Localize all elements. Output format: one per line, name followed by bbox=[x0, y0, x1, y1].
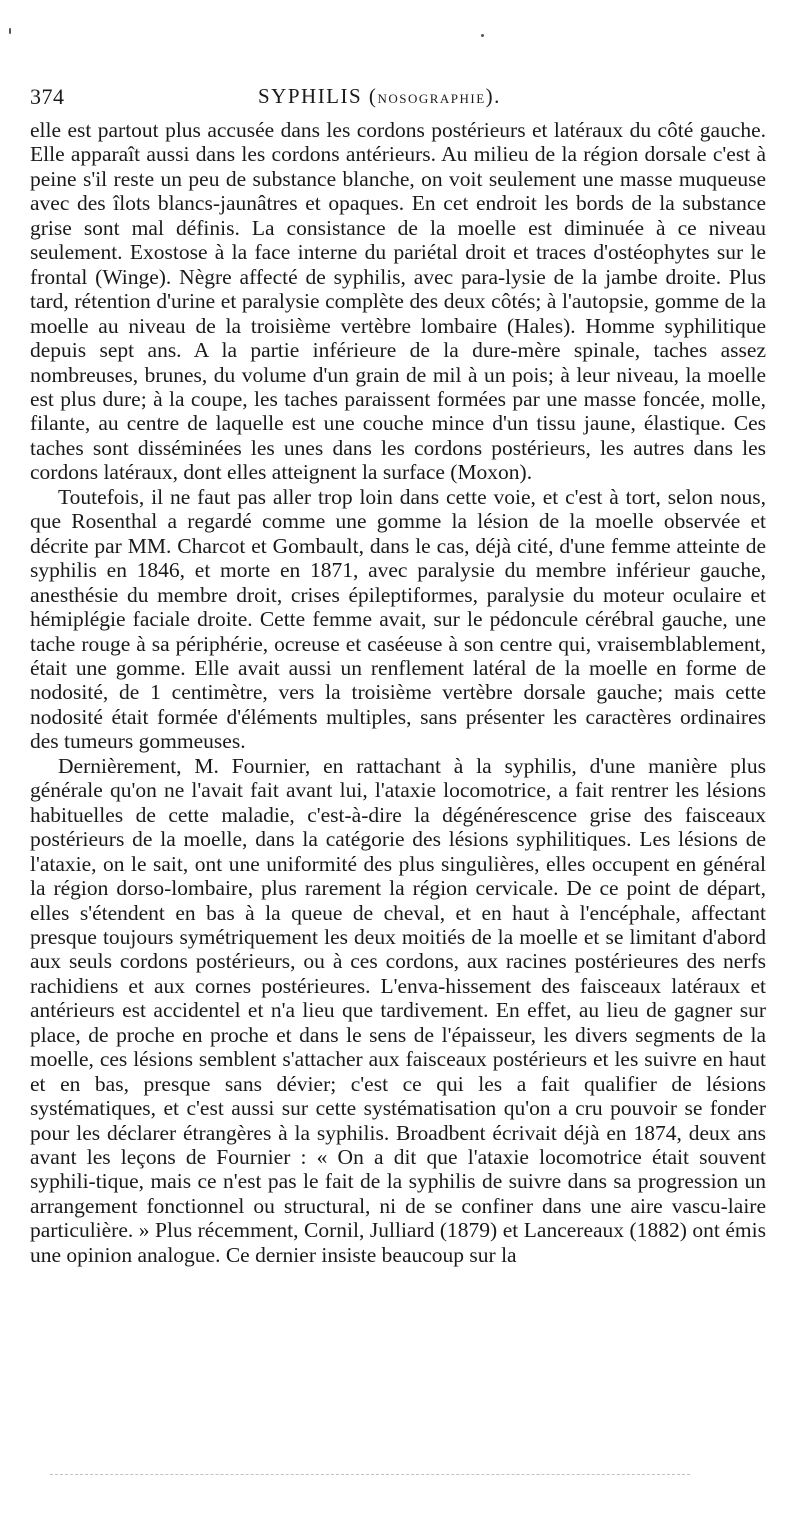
paragraph-continuation: elle est partout plus accusée dans les cordons postérieurs et latéraux du côté gauche. Elle apparaît aussi dans les cordons antérieurs. Au milieu de la région dorsale c'est à peine s'il reste un peu de substance blanche, on voit seulement une masse muqueuse avec des îlots blancs-jaunâtres et opaques. En cet endroit les bords de la substance grise sont mal définis. La consistance de la moelle est diminuée à ce niveau seulement. Exostose à la face interne du pariétal droit et traces d'ostéophytes sur le frontal (Winge). Nègre affecté de syphilis, avec para-lysie de la jambe droite. Plus tard, rétention d'urine et paralysie complète des deux côtés; à l'autopsie, gomme de la moelle au niveau de la troisième vertèbre lombaire (Hales). Homme syphilitique depuis sept ans. A la partie inférieure de la dure-mère spinale, taches assez nombreuses, brunes, du volume d'un grain de mil à un pois; à leur niveau, la moelle est plus dure; à la coupe, les taches paraissent formées par une masse foncée, molle, filante, au centre de laquelle est une couche mince d'un tissu jaune, élastique. Ces taches sont disséminées les unes dans les cordons postérieurs, les autres dans les cordons latéraux, dont elles atteignent la surface (Moxon). bbox=[30, 118, 766, 485]
running-title-close: ). bbox=[485, 84, 501, 108]
print-speck bbox=[481, 34, 484, 37]
paragraph-rosenthal: Toutefois, il ne faut pas aller trop loin dans cette voie, et c'est à tort, selon nous, que Rosenthal a regardé comme une gomme la lésion de la moelle observée et décrite par MM. Charcot et Gombault, dans le cas, déjà cité, d'une femme atteinte de syphilis en 1846, et morte en 1871, avec paralysie du membre inférieur gauche, anesthésie du membre droit, crises épileptiformes, paralysie du moteur oculaire et hémiplégie faciale droite. Cette femme avait, sur le pédoncule cérébral gauche, une tache rouge à sa périphérie, ocreuse et caséeuse à son centre qui, vraisemblablement, était une gomme. Elle avait aussi un renflement latéral de la moelle en forme de nodosité, de 1 centimètre, vers la troisième vertèbre dorsale gauche; mais cette nodosité était formée d'éléments multiples, sans présenter les caractères ordinaires des tumeurs gommeuses. bbox=[30, 484, 766, 754]
print-speck bbox=[9, 28, 11, 34]
running-title-main: SYPHILIS ( bbox=[258, 84, 378, 108]
body-text bbox=[30, 118, 766, 1267]
running-title bbox=[258, 84, 501, 109]
running-head bbox=[30, 80, 770, 110]
running-title-smallcaps: NOSOGRAPHIE bbox=[377, 91, 486, 106]
paragraph-fournier: Dernièrement, M. Fournier, en rattachant à la syphilis, d'une manière plus générale qu'on ne l'avait fait avant lui, l'ataxie locomotrice, a fait rentrer les lésions habituelles de cette maladie, c'est-à-dire la dégénérescence grise des faisceaux postérieurs de la moelle, dans la catégorie des lésions syphilitiques. Les lésions de l'ataxie, on le sait, ont une uniformité des plus singulières, elles occupent en général la région dorso-lombaire, plus rarement la région cervicale. De ce point de départ, elles s'étendent en bas à la queue de cheval, et en haut à l'encéphale, affectant presque toujours symétriquement les deux moitiés de la moelle et se limitant d'abord aux seuls cordons postérieurs, ou à ces cordons, aux racines postérieures des nerfs rachidiens et aux cornes postérieures. L'enva-hissement des faisceaux latéraux et antérieurs est accidentel et n'a lieu que tardivement. En effet, au lieu de gagner sur place, de proche en proche et dans le sens de l'épaisseur, les divers segments de la moelle, ces lésions semblent s'attacher aux faisceaux postérieurs et les suivre en haut et en bas, presque sans dévier; c'est ce qui les a fait qualifier de lésions systématiques, et c'est aussi sur cette systématisation qu'on a cru pouvoir se fonder pour les déclarer étrangères à la syphilis. Broadbent écrivait déjà en 1874, deux ans avant les leçons de Fournier : « On a dit que l'ataxie locomotrice était souvent syphili-tique, mais ce n'est pas le fait de la syphilis de suivre dans sa progression un arrangement fonctionnel ou structural, ni de se confiner dans une aire vascu-laire particulière. » Plus récemment, Cornil, Julliard (1879) et Lancereaux (1882) ont émis une opinion analogue. Ce dernier insiste beaucoup sur la bbox=[30, 753, 766, 1267]
bottom-bleed-rule bbox=[50, 1474, 690, 1475]
page-number: 374 bbox=[30, 84, 65, 109]
